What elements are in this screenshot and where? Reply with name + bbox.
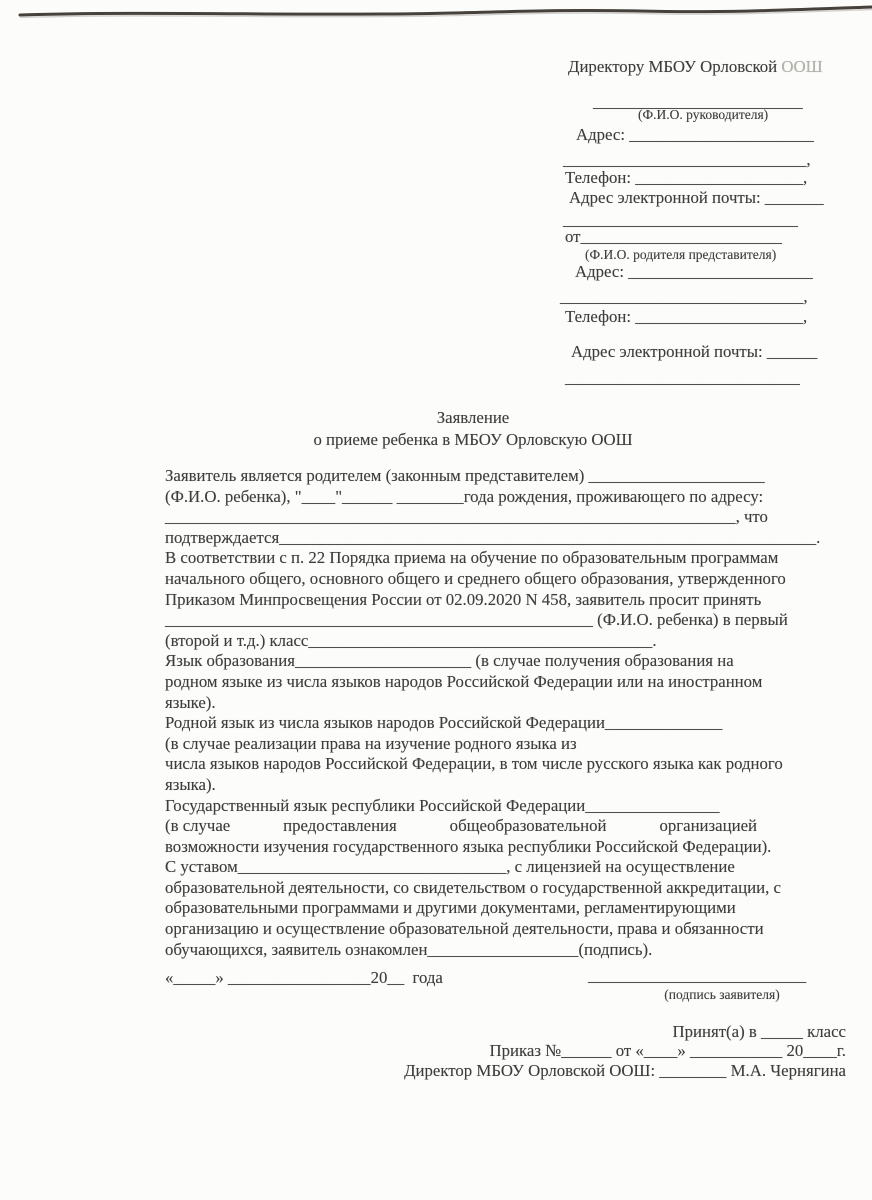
body-line: начального общего, основного общего и среднего общего образования, утвержденного bbox=[165, 568, 786, 588]
director-name-caption: (Ф.И.О. руководителя) bbox=[638, 107, 769, 122]
body-line: образовательными программами и другими документами, регламентирующими bbox=[165, 898, 736, 918]
body-line: ____________________________________________________________________, что bbox=[165, 507, 768, 527]
applicant-signature-line: __________________________ bbox=[588, 966, 807, 985]
recipient-director-text: Директору МБОУ Орловской bbox=[568, 57, 782, 76]
body-line: образовательной деятельности, со свидетельством о государственной аккредитации, с bbox=[165, 877, 781, 897]
applicant-phone-line: Телефон: ____________________, bbox=[565, 307, 808, 326]
applicant-from-line: от________________________ bbox=[565, 227, 782, 246]
body-line: С уставом________________________________, с лицензией на осуществление bbox=[165, 857, 735, 877]
body-line: ___________________________________________________ (Ф.И.О. ребенка) в первый bbox=[165, 610, 788, 630]
acceptance-block bbox=[404, 1022, 846, 1080]
signature-block bbox=[588, 966, 807, 1003]
applicant-email-line: Адрес электронной почты: ______ bbox=[571, 342, 818, 361]
recipient-director-line bbox=[568, 57, 823, 76]
date-line: «_____» _________________20__ года bbox=[165, 968, 443, 987]
body-line: Родной язык из числа языков народов Российской Федерации______________ bbox=[165, 713, 723, 733]
body-line: В соответствии с п. 22 Порядка приема на обучение по образовательным программам bbox=[165, 548, 779, 568]
applicant-address-line: Адрес: ______________________ bbox=[575, 262, 813, 281]
applicant-email-continuation-line: ____________________________ bbox=[565, 368, 800, 387]
accepted-class-line: Принят(а) в _____ класс bbox=[672, 1022, 846, 1041]
order-number-line: Приказ №______ от «____» ___________ 20____г. bbox=[489, 1041, 846, 1061]
school-address-continuation-line: _____________________________, bbox=[563, 150, 811, 169]
justified-word: организацией bbox=[659, 816, 757, 836]
body-line: языке). bbox=[165, 692, 216, 712]
body-line: Язык образования_____________________ (в случае получения образования на bbox=[165, 651, 734, 671]
applicant-address-continuation-line: _____________________________, bbox=[560, 287, 808, 306]
justified-word: предоставления bbox=[283, 816, 397, 836]
body-line-justified bbox=[165, 816, 757, 837]
body-line: родном языке из числа языков народов Российской Федерации или на иностранном bbox=[165, 671, 763, 691]
justified-word: общеобразовательной bbox=[449, 816, 607, 836]
applicant-name-caption: (Ф.И.О. родителя представителя) bbox=[585, 247, 777, 262]
school-address-line: Адрес: ______________________ bbox=[576, 125, 814, 144]
justified-word: (в случае bbox=[165, 816, 231, 836]
school-email-line: Адрес электронной почты: _______ bbox=[569, 188, 824, 207]
body-line: Приказом Минпросвещения России от 02.09.2020 N 458, заявитель просит принять bbox=[165, 589, 762, 609]
body-line: (второй и т.д.) класс_________________________________________. bbox=[165, 630, 657, 650]
body-line: организацию и осуществление образовательной деятельности, права и обязанности bbox=[165, 919, 764, 939]
body-line: Заявитель является родителем (законным представителем) _____________________ bbox=[165, 466, 765, 485]
body-line: возможности изучения государственного языка республики Российской Федерации). bbox=[165, 836, 772, 856]
school-phone-line: Телефон: ____________________, bbox=[565, 168, 808, 187]
director-name-blank-line: _________________________ bbox=[593, 92, 803, 111]
body-line: подтверждается________________________________________________________________. bbox=[165, 527, 821, 547]
body-line: (Ф.И.О. ребенка), "____"______ ________года рождения, проживающего по адресу: bbox=[165, 486, 764, 506]
application-body bbox=[165, 466, 827, 960]
body-line: (в случае реализации права на изучение родного языка из bbox=[165, 733, 577, 753]
application-title-block bbox=[148, 407, 798, 451]
body-line: Государственный язык республики Российской Федерации________________ bbox=[165, 795, 720, 815]
recipient-school-abbrev-faded: ООШ bbox=[781, 57, 823, 76]
school-email-continuation-line: ____________________________ bbox=[563, 210, 798, 229]
applicant-signature-caption: (подпись заявителя) bbox=[664, 987, 780, 1002]
application-title: Заявление bbox=[436, 408, 510, 427]
body-line: обучающихся, заявитель ознакомлен__________________(подпись). bbox=[165, 939, 653, 959]
application-subtitle: о приеме ребенка в МБОУ Орловскую ООШ bbox=[313, 430, 633, 449]
scan-edge-line bbox=[0, 0, 872, 30]
body-line: языка). bbox=[165, 774, 216, 794]
body-line: числа языков народов Российской Федерации, в том числе русского языка как родного bbox=[165, 754, 783, 774]
director-signature-line: Директор МБОУ Орловской ООШ: ________ М.А. Чернягина bbox=[404, 1060, 846, 1080]
